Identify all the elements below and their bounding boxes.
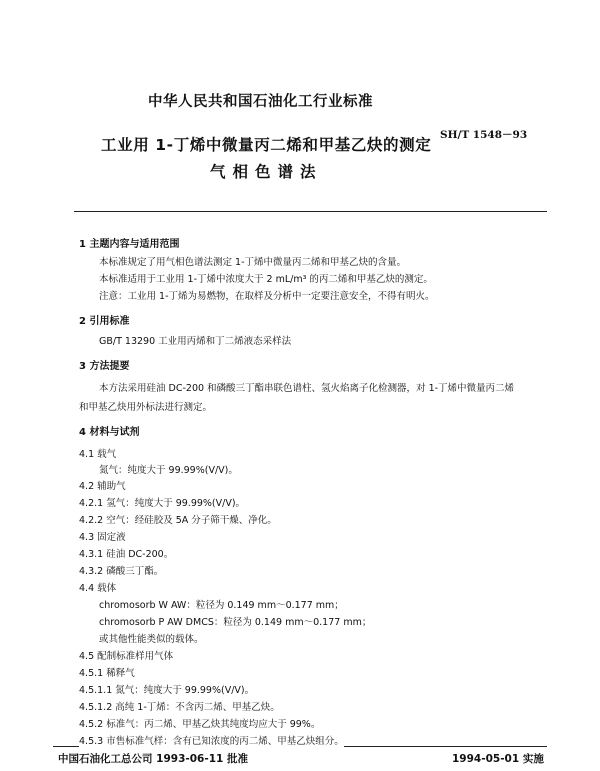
item-4-3-2: 4.3.2 磷酸三丁酯。: [79, 566, 164, 577]
item-4-5: 4.5 配制标准样用气体: [79, 651, 174, 662]
item-4-1-text: 氮气：纯度大于 99.99%(V/V)。: [99, 465, 238, 476]
item-4-4: 4.4 载体: [79, 583, 117, 594]
document-title-line2: 气相色谱法: [210, 163, 323, 181]
item-4-4-support-a: chromosorb W AW：粒径为 0.149 mm～0.177 mm；: [99, 600, 344, 611]
item-4-4-support-b: chromosorb P AW DMCS：粒径为 0.149 mm～0.177 mm；: [99, 617, 372, 628]
effective-date: 1994-05-01 实施: [452, 753, 544, 765]
section-4-heading: 4 材料与试剂: [79, 427, 140, 438]
section-1-paragraph-2: 本标准适用于工业用 1-丁烯中浓度大于 2 mL/m³ 的丙二烯和甲基乙炔的测定。: [99, 274, 433, 285]
approval-date: 中国石油化工总公司 1993-06-11 批准: [58, 753, 248, 765]
item-4-5-1-2: 4.5.1.2 高纯 1-丁烯：不含丙二烯、甲基乙炔。: [79, 702, 280, 713]
section-1-heading: 1 主题内容与适用范围: [79, 239, 180, 250]
item-4-5-1-1: 4.5.1.1 氮气：纯度大于 99.99%(V/V)。: [79, 685, 255, 696]
item-4-5-2: 4.5.2 标准气：丙二烯、甲基乙炔其纯度均应大于 99%。: [79, 719, 321, 730]
item-4-2: 4.2 辅助气: [79, 481, 126, 492]
item-4-5-3: 4.5.3 市售标准气样：含有已知浓度的丙二烯、甲基乙炔组分。: [79, 733, 344, 747]
section-3-heading: 3 方法提要: [79, 361, 130, 372]
section-1-paragraph-1: 本标准规定了用气相色谱法测定 1-丁烯中微量丙二烯和甲基乙炔的含量。: [99, 257, 406, 268]
issuer-heading: 中华人民共和国石油化工行业标准: [148, 94, 373, 110]
item-4-2-2: 4.2.2 空气：经硅胶及 5A 分子筛干燥、净化。: [79, 515, 277, 526]
header-divider: [74, 211, 547, 212]
item-4-1: 4.1 载气: [79, 449, 117, 460]
item-4-4-support-c: 或其他性能类似的载体。: [99, 634, 204, 645]
section-2-heading: 2 引用标准: [79, 316, 130, 327]
document-title-line1: 工业用 1-丁烯中微量丙二烯和甲基乙炔的测定: [101, 136, 432, 154]
item-4-2-1: 4.2.1 氢气：纯度大于 99.99%(V/V)。: [79, 498, 246, 509]
section-2-reference: GB/T 13290 工业用丙烯和丁二烯液态采样法: [99, 336, 292, 347]
item-4-3-1: 4.3.1 硅油 DC-200。: [79, 549, 174, 560]
item-4-5-1: 4.5.1 稀释气: [79, 668, 135, 679]
section-3-paragraph-line1: 本方法采用硅油 DC-200 和磷酸三丁酯串联色谱柱、氢火焰离子化检测器，对 1-丁烯中微量丙二烯: [99, 383, 515, 394]
section-3-paragraph-line2: 和甲基乙炔用外标法进行测定。: [79, 402, 213, 413]
standard-number: SH/T 1548－93: [440, 129, 528, 141]
section-1-note: 注意：工业用 1-丁烯为易燃物，在取样及分析中一定要注意安全，不得有明火。: [99, 291, 435, 302]
item-4-3: 4.3 固定液: [79, 532, 126, 543]
